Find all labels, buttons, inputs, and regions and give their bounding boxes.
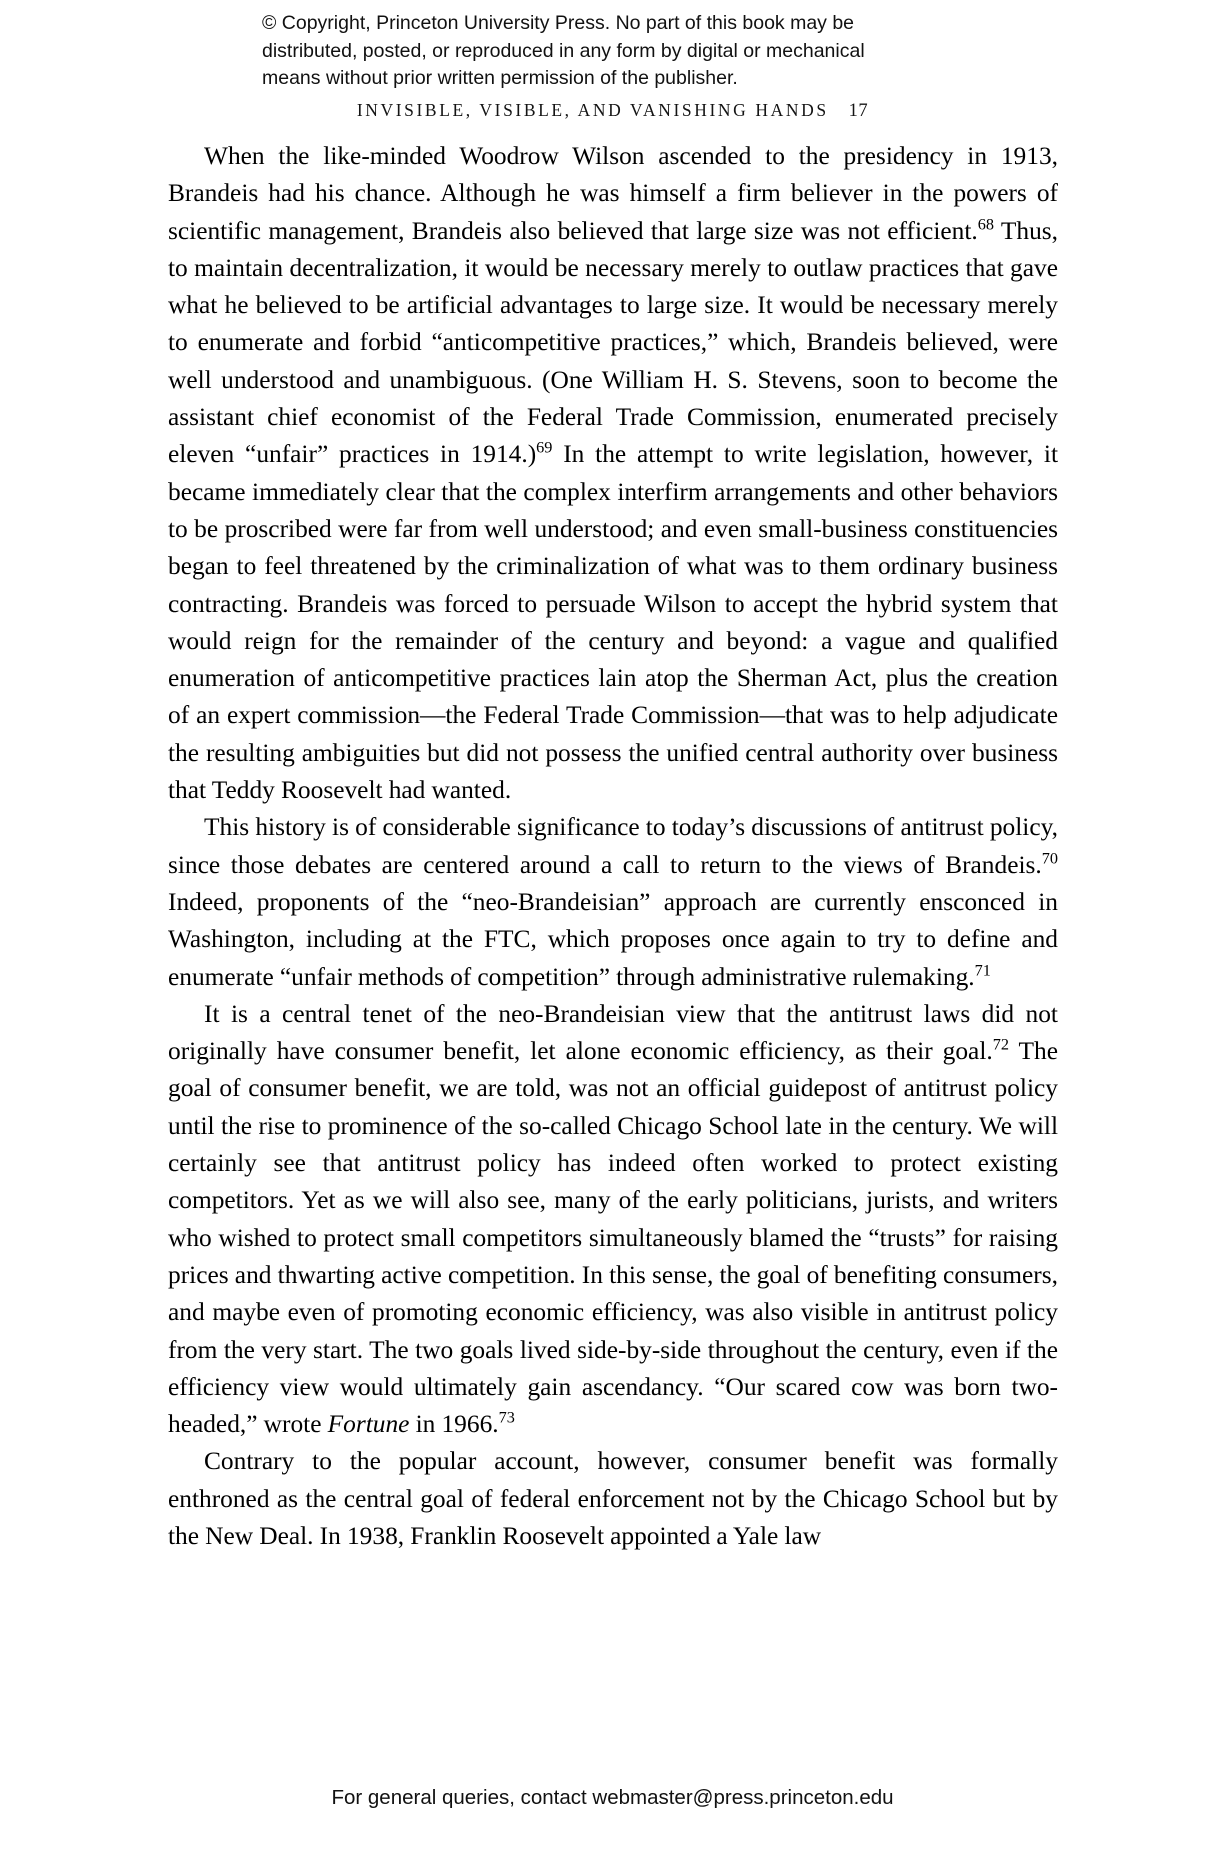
- page-number: 17: [848, 101, 869, 121]
- copyright-notice: [262, 10, 962, 93]
- p2-text-a: This history is of considerable significance to today’s discussions of antitrust policy, since those debates are centered around a call to return to the views of Brandeis.: [168, 813, 1058, 879]
- footnote-marker-72: 72: [992, 1035, 1009, 1054]
- magazine-title-fortune: Fortune: [327, 1410, 410, 1439]
- body-text: [168, 138, 1058, 1555]
- paragraph-3: [168, 996, 1058, 1444]
- running-head: [0, 100, 1225, 122]
- p2-text-b: Indeed, proponents of the “neo-Brandeisian” approach are currently ensconced in Washington, including at the FTC, which proposes once again to try to define and enumerate “unfair methods of competition” through administrative rulemaking.: [168, 887, 1058, 991]
- p1-text-c: In the attempt to write legislation, however, it became immediately clear that the complex interfirm arrangements and other behaviors to be proscribed were far from well understood; and even small-business constituencies began to feel threatened by the criminalization of what was to them ordinary business contracting. Brandeis was forced to persuade Wilson to accept the hybrid system that would reign for the remainder of the century and beyond: a vague and qualified enumeration of anticompetitive practices lain atop the Sherman Act, plus the creation of an expert commission—the Federal Trade Commission—that was to help adjudicate the resulting ambiguities but did not possess the unified central authority over business that Teddy Roosevelt had wanted.: [168, 440, 1058, 805]
- p3-text-a: It is a central tenet of the neo-Brandeisian view that the antitrust laws did not originally have consumer benefit, let alone economic efficiency, as their goal.: [168, 999, 1058, 1066]
- running-head-title: INVISIBLE, VISIBLE, AND VANISHING HANDS: [356, 100, 829, 120]
- paragraph-1: [168, 138, 1058, 809]
- copyright-line-3: means without prior written permission of the publisher.: [262, 67, 738, 89]
- p3-text-b: The goal of consumer benefit, we are told, was not an official guidepost of antitrust policy until the rise to prominence of the so-called Chicago School late in the century. We will certainly see that antitrust policy has indeed often worked to protect existing competitors. Yet as we will also see, many of the early politicians, jurists, and writers who wished to protect small competitors simultaneously blamed the “trusts” for raising prices and thwarting active competition. In this sense, the goal of benefiting consumers, and maybe even of promoting economic efficiency, was also visible in antitrust policy from the very start. The two goals lived side-by-side throughout the century, even if the efficiency view would ultimately gain ascendancy. “Our scared cow was born two-headed,” wrote: [168, 1037, 1058, 1439]
- copyright-line-2: distributed, posted, or reproduced in any form by digital or mechanical: [262, 39, 865, 62]
- footnote-marker-69: 69: [536, 438, 553, 457]
- paragraph-4: Contrary to the popular account, however, consumer benefit was formally enthroned as the central goal of federal enforcement not by the Chicago School but by the New Deal. In 1938, Franklin Roosevelt appointed a Yale law: [168, 1447, 1058, 1550]
- footnote-marker-70: 70: [1041, 849, 1058, 868]
- p1-text-a: When the like-minded Woodrow Wilson ascended to the presidency in 1913, Brandeis had his chance. Although he was himself a firm believer in the powers of scientific management, Brandeis also believed that large size was not efficient.: [168, 142, 1058, 245]
- p1-text-b: Thus, to maintain decentralization, it would be necessary merely to outlaw practices that gave what he believed to be artificial advantages to large size. It would be necessary merely to enumerate and forbid “anticompetitive practices,” which, Brandeis believed, were well understood and unambiguous. (One William H. S. Stevens, soon to become the assistant chief economist of the Federal Trade Commission, enumerated precisely eleven “unfair” practices in 1914.): [168, 216, 1058, 469]
- footnote-marker-68: 68: [977, 215, 994, 234]
- footer-queries-line: For general queries, contact webmaster@press.princeton.edu: [331, 1786, 894, 1809]
- paragraph-2: [168, 809, 1058, 995]
- copyright-line-1: © Copyright, Princeton University Press. No part of this book may be: [262, 12, 855, 34]
- footnote-marker-71: 71: [974, 961, 991, 980]
- p3-text-c: in 1966.: [409, 1410, 499, 1439]
- footnote-marker-73: 73: [498, 1408, 515, 1427]
